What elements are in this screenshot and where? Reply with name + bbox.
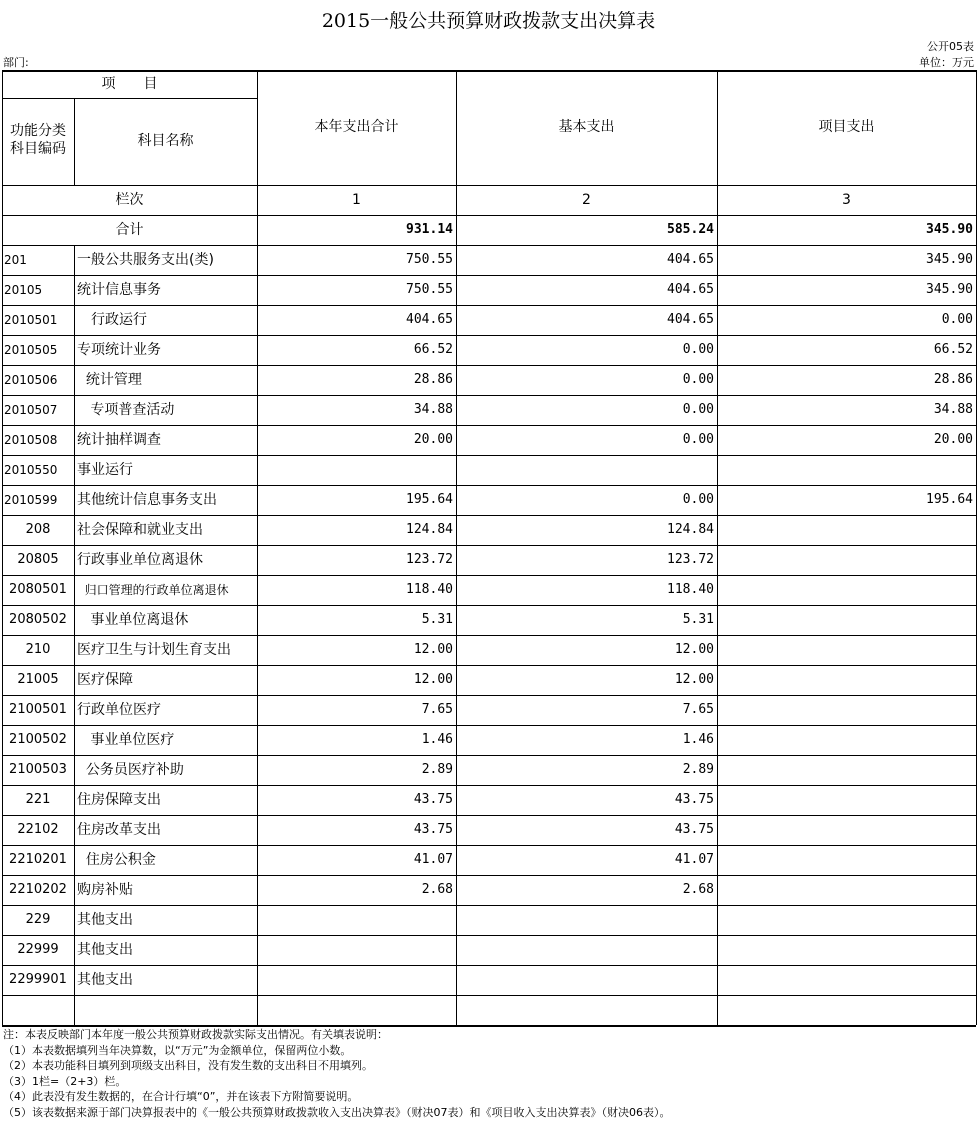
row-code: 20105 [4,283,43,297]
row-value: 750.55 [406,252,453,267]
row-code: 2080502 [9,612,67,627]
row-name: 住房公积金 [77,852,156,868]
row-name: 事业单位医疗 [77,732,175,748]
row-code: 21005 [17,672,59,687]
row-value [456,455,717,485]
row-divider [2,965,976,966]
col-border-basic [456,70,457,1025]
row-name: 行政事业单位离退休 [77,552,203,568]
row-name: 其他支出 [77,912,133,928]
row-code: 2210201 [9,852,67,867]
row-value [717,935,976,965]
row-value: 43.75 [674,792,714,807]
row-value [717,755,976,785]
row-name: 住房保障支出 [77,792,161,808]
row-code: 2010505 [4,343,58,357]
row-value: 0.00 [682,402,714,417]
row-code [2,995,74,1025]
row-code: 2210202 [9,882,67,897]
note-line: （2）本表功能科目填列到项级支出科目，没有发生数的支出科目不用填列。 [3,1059,373,1072]
lanci-3: 3 [842,192,851,208]
row-value [257,455,456,485]
row-divider [2,665,976,666]
row-name: 专项普查活动 [77,402,175,418]
row-value [456,905,717,935]
row-divider [2,695,976,696]
row-value [257,905,456,935]
row-divider [2,395,976,396]
row-code: 2010507 [4,403,58,417]
row-value [717,515,976,545]
row-name: 统计信息事务 [77,282,161,298]
row-name: 其他统计信息事务支出 [77,492,217,508]
row-divider [2,905,976,906]
row-value [257,995,456,1025]
col-border-code [74,98,75,185]
lanci-1: 1 [352,192,361,208]
expenditure-table [0,70,977,1025]
page-title: 2015一般公共预算财政拨款支出决算表 [321,10,656,32]
row-divider [2,605,976,606]
row-value: 345.90 [926,252,973,267]
row-value [456,935,717,965]
row-code: 20805 [17,552,59,567]
department-label: 部门: [3,56,29,69]
form-number: 公开05表 [927,40,974,53]
row-name: 专项统计业务 [77,342,161,358]
header-divider [2,98,257,99]
row-code: 22102 [17,822,59,837]
row-code: 221 [25,792,51,807]
row-value [717,455,976,485]
row-code: 2100501 [9,702,67,717]
row-value: 750.55 [406,282,453,297]
header-name: 科目名称 [137,133,194,149]
row-value: 43.75 [674,822,714,837]
row-value: 43.75 [413,822,453,837]
table-notes [3,1027,671,1120]
row-value: 2.68 [421,882,453,897]
row-value: 404.65 [667,282,714,297]
row-value: 0.00 [682,342,714,357]
col-border-left [2,70,3,1025]
row-name: 事业单位离退休 [77,612,189,628]
header-item: 项 目 [101,76,158,92]
row-divider [2,995,976,996]
row-value: 123.72 [406,552,453,567]
row-name: 事业运行 [77,462,133,478]
row-value: 195.64 [926,492,973,507]
row-divider [2,455,976,456]
row-divider [2,815,976,816]
lanci-2: 2 [582,192,591,208]
row-value: 12.00 [674,672,714,687]
row-value: 20.00 [933,432,973,447]
row-divider [2,875,976,876]
row-name [74,995,257,1025]
row-value: 12.00 [413,672,453,687]
row-value: 34.88 [933,402,973,417]
row-value: 41.07 [413,852,453,867]
row-value: 28.86 [933,372,973,387]
row-divider [2,485,976,486]
row-divider [2,305,976,306]
row-code: 2100503 [9,762,67,777]
row-value: 0.00 [682,432,714,447]
table-top-border [2,70,976,72]
row-divider [2,365,976,366]
total-label: 合计 [115,222,144,238]
header-col-basic: 基本支出 [558,119,615,135]
row-name: 其他支出 [77,942,133,958]
row-code: 2100502 [9,732,67,747]
row-value: 7.65 [421,702,453,717]
row-value [717,995,976,1025]
row-name: 行政运行 [77,312,147,328]
row-value: 124.84 [406,522,453,537]
total-value: 931.14 [406,222,453,237]
total-value: 345.90 [926,222,973,237]
row-name: 统计抽样调查 [77,432,161,448]
row-name: 行政单位医疗 [77,702,161,718]
row-value: 404.65 [406,312,453,327]
row-name: 一般公共服务支出(类) [77,252,214,268]
row-value: 404.65 [667,252,714,267]
row-divider [2,245,976,246]
row-divider [2,635,976,636]
row-value: 124.84 [667,522,714,537]
row-value: 118.40 [667,582,714,597]
row-value: 195.64 [406,492,453,507]
lanci-bottom-line [2,215,976,216]
row-value: 0.00 [682,372,714,387]
row-name: 社会保障和就业支出 [77,522,203,538]
row-value: 5.31 [682,612,714,627]
row-code: 229 [25,912,51,927]
col-border-code [74,245,75,1025]
row-name: 购房补贴 [77,882,133,898]
row-value [456,965,717,995]
row-value: 0.00 [682,492,714,507]
row-divider [2,335,976,336]
row-code: 208 [25,522,51,537]
row-value: 66.52 [933,342,973,357]
row-value: 66.52 [413,342,453,357]
note-line: 注：本表反映部门本年度一般公共预算财政拨款实际支出情况。有关填表说明： [3,1028,388,1041]
row-value [717,545,976,575]
row-value: 7.65 [682,702,714,717]
row-divider [2,725,976,726]
row-divider [2,545,976,546]
col-border-project [717,70,718,1025]
row-value [257,935,456,965]
row-value: 20.00 [413,432,453,447]
row-divider [2,785,976,786]
row-code: 2010508 [4,433,58,447]
row-divider [2,935,976,936]
row-divider [2,275,976,276]
row-value [717,845,976,875]
row-value: 123.72 [667,552,714,567]
total-value: 585.24 [667,222,714,237]
row-value [717,965,976,995]
row-name: 归口管理的行政单位离退休 [77,583,229,597]
row-value [257,965,456,995]
row-value [717,665,976,695]
row-divider [2,425,976,426]
header-col-total: 本年支出合计 [314,119,399,135]
row-name: 医疗保障 [77,672,133,688]
row-value: 404.65 [667,312,714,327]
row-value [717,575,976,605]
row-code: 2010550 [4,463,58,477]
row-divider [2,755,976,756]
note-line: （1）本表数据填列当年决算数，以“万元”为金额单位，保留两位小数。 [3,1043,352,1057]
row-value: 345.90 [926,282,973,297]
row-divider [2,515,976,516]
row-divider [2,845,976,846]
row-value [717,785,976,815]
row-value: 0.00 [941,312,973,327]
row-value [717,635,976,665]
header-bottom-line [2,185,976,186]
row-value: 43.75 [413,792,453,807]
row-value: 5.31 [421,612,453,627]
row-value: 1.46 [421,732,453,747]
note-line: （5）该表数据来源于部门决算报表中的《一般公共预算财政拨款收入支出决算表》（财决07表）和《项目收入支出决算表》（财决06表）。 [3,1105,671,1119]
row-value [717,815,976,845]
row-code: 22999 [17,942,59,957]
row-name: 医疗卫生与计划生育支出 [77,642,231,658]
row-value: 12.00 [674,642,714,657]
row-name: 统计管理 [77,372,142,388]
row-code: 2299901 [9,972,67,987]
row-value: 28.86 [413,372,453,387]
row-value [717,725,976,755]
row-code: 2010501 [4,313,58,327]
row-value: 2.89 [421,762,453,777]
row-value: 2.68 [682,882,714,897]
row-code: 2010506 [4,373,58,387]
col-border-name [257,70,258,1025]
row-value: 1.46 [682,732,714,747]
row-divider [2,575,976,576]
lanci-label: 栏次 [115,192,144,208]
row-name: 公务员医疗补助 [77,762,184,778]
row-value: 34.88 [413,402,453,417]
row-value [456,995,717,1025]
row-value: 2.89 [682,762,714,777]
row-name: 其他支出 [77,972,133,988]
row-value [717,905,976,935]
row-value: 12.00 [413,642,453,657]
row-value [717,695,976,725]
row-value: 41.07 [674,852,714,867]
row-code: 2010599 [4,493,58,507]
row-value [717,875,976,905]
unit-label: 单位：万元 [919,56,974,69]
row-code: 201 [4,253,27,267]
row-code: 2080501 [9,582,67,597]
header-col-project: 项目支出 [818,119,875,135]
note-line: （3）1栏=（2+3）栏。 [3,1074,127,1088]
row-name: 住房改革支出 [77,822,161,838]
row-value: 118.40 [406,582,453,597]
header-code: 功能分类 科目编码 [10,123,66,157]
note-line: （4）此表没有发生数据的，在合计行填“0”，并在该表下方附简要说明。 [3,1090,359,1103]
row-value [717,605,976,635]
row-code: 210 [25,642,51,657]
